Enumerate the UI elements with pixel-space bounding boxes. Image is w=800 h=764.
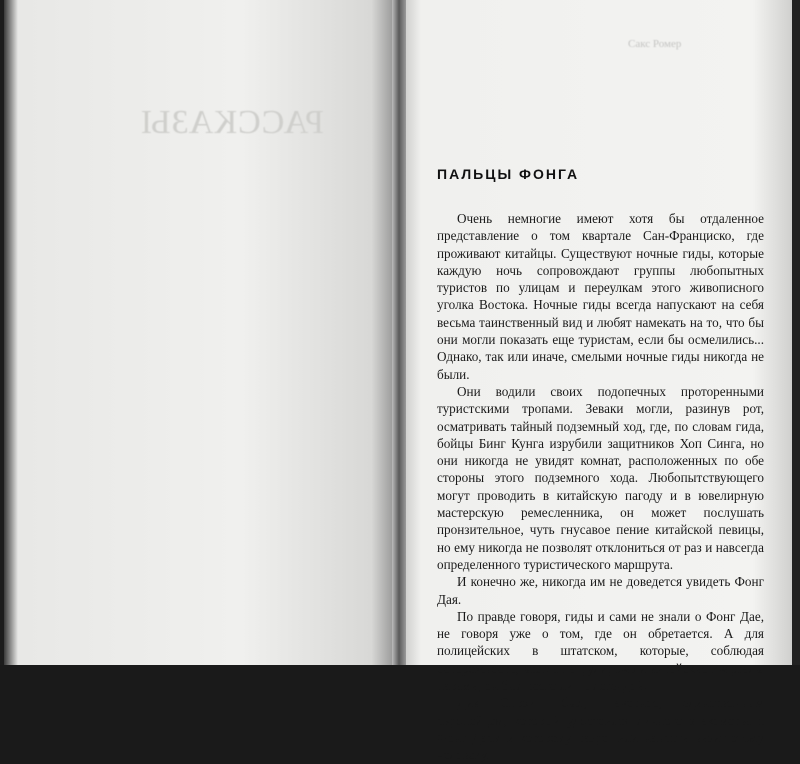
- paragraph: Они водили своих подопечных проторенными туристскими тропами. Зеваки могли, разинув рот, осматривать тайный подземный ход, где, по словам гида, бойцы Бинг Кунга изрубили защитников Хоп Синга, но они никогда не увидят комнат, расположенных по обе стороны этого подземного хода. Любопытствующего могут проводить в китайскую пагоду и в ювелирную мастерскую ремесленника, он может послушать пронзительное, чуть гнусавое пение китайской певицы, но ему никогда не позволят отклониться от раз и навсегда определенного туристического маршрута.: [437, 383, 764, 572]
- paragraph: По правде говоря, гиды и сами не знали о Фонг Дае, не говоря уже о том, где он обретается. А для полицейских в штатском, которые, соблюдая осторожность, всегда патрулировали китайские кварталы парами, он был всего лишь легендой.: [437, 608, 764, 694]
- left-page-bleedthrough-heading: РАССКАЗЫ: [140, 104, 324, 141]
- right-edge: [792, 0, 800, 665]
- left-page: [4, 0, 399, 665]
- book-gutter: [392, 0, 406, 665]
- chapter-body: [437, 210, 764, 764]
- right-page-bleedthrough-header: Сакс Ромер: [628, 38, 682, 50]
- paragraph: Дик Спрэйг был, наверное, единственным европейцем, который удостоился личного знакомства с Фонг Даем и которому разрешили нанести визит этому человеку.: [437, 695, 764, 763]
- paragraph: Очень немногие имеют хотя бы отдаленное представление о том квартале Сан-Франциско, где проживают китайцы. Существуют ночные гиды, которые каждую ночь сопровождают группы любопытных туристов по улицам и переулкам этого живописного уголка Востока. Ночные гиды всегда напускают на себя весьма таинственный вид и любят намекать на то, что бы они могли показать еще туристам, если бы осмелились... Однако, так или иначе, смелыми ночные гиды никогда не были.: [437, 211, 764, 382]
- paragraph: И конечно же, никогда им не доведется увидеть Фонг Дая.: [437, 574, 764, 607]
- chapter-title: ПАЛЬЦЫ ФОНГА: [437, 166, 580, 182]
